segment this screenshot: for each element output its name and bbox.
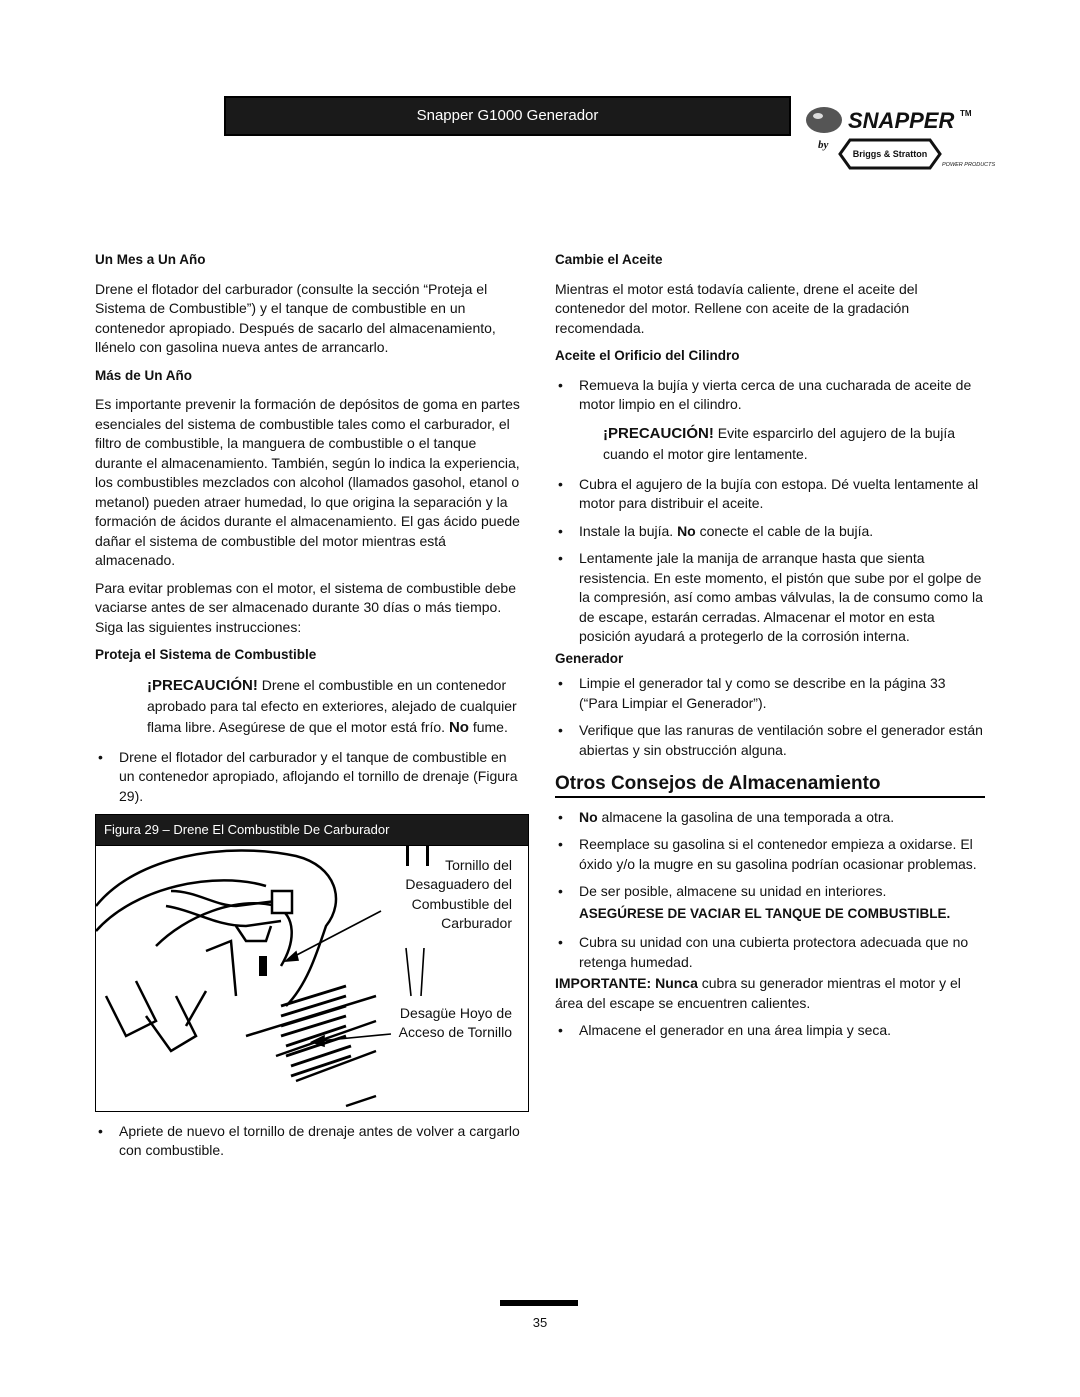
paragraph-mas-1: Es importante prevenir la formación de depósitos de goma en partes esenciales del sistema de combustible tales como el carburador, el filtro de combustible, la manguera de combustible o el tanque durante el almacenamiento. También, según lo indica la experiencia, los combustibles mezclados con alcohol (llamados gasohol, etanol o metanol) pueden atraer humedad, lo que origina la separación y la formación de ácidos durante el almacenamiento. El gas ácido puede dañar el sistema de combustible del motor mientras está almacenado. <box>95 396 520 568</box>
heading-mas-de-un-ano: Más de Un Año <box>95 367 193 383</box>
bullet-almacene-seca: • Almacene el generador en una área limpia y seca. <box>555 1021 985 1041</box>
caution-label: ¡PRECAUCIÓN! <box>147 676 258 694</box>
logo-partner: Briggs & Stratton <box>852 149 928 159</box>
bullet-cubra: • Cubra el agujero de la bujía con estopa. Dé vuelta lentamente al motor para distribuir el aceite. <box>555 475 985 514</box>
heading-generador: Generador <box>555 650 624 666</box>
drain-screw-icon <box>259 956 267 976</box>
caution-label: ¡PRECAUCIÓN! <box>603 424 714 442</box>
caution-text: Evite esparcirlo del agujero de la bujía cuando el motor gire lentamente. <box>603 424 956 462</box>
caution-end: fume. <box>468 718 508 735</box>
turtle-icon <box>806 107 842 133</box>
bullet-verifique: • Verifique que las ranuras de ventilación sobre el generador están abiertas y sin obstrucción alguna. <box>555 721 985 760</box>
bullet-de-ser-posible: • De ser posible, almacene su unidad en interiores. <box>555 882 985 902</box>
bullet-lentamente: • Lentamente jale la manija de arranque hasta que sienta resistencia. En este momento, el pistón que sube por el golpe de la compresión, así como ambas válvulas, la de consumo como la de escape, estarán cerradas. Almacenar el motor en esta posición ayudará a protegerlo de la corrosión interna. <box>555 549 985 647</box>
left-column <box>95 250 525 1169</box>
important-nunca: Nunca <box>651 975 698 991</box>
no-almacene-text: almacene la gasolina de una temporada a otra. <box>597 808 895 825</box>
caution-text: Drene el combustible en un contenedor aprobado para tal efecto en exteriores, alejado de cualquier flama libre. Asegúrese de que el motor está frío. <box>147 676 517 735</box>
bullet-drene: • Drene el flotador del carburador y el tanque de combustible en un contenedor apropiado, aflojando el tornillo de drenaje (Figura 29). <box>95 748 525 807</box>
instale-rest: conecte el cable de la bujía. <box>695 522 874 539</box>
caution-block-fuel <box>147 675 525 738</box>
logo-by: by <box>818 139 829 151</box>
right-column <box>555 250 985 1049</box>
instale-no: No <box>677 522 696 539</box>
figure-illustration <box>96 846 528 1111</box>
snapper-logo <box>800 96 996 186</box>
label-tornillo-desaguadero: Tornillo del Desaguadero del Combustible del Carburador <box>405 856 512 931</box>
manual-title: Snapper G1000 Generador <box>416 107 599 124</box>
logo-tm: TM <box>960 109 972 118</box>
bullet-no-almacene <box>555 808 985 828</box>
important-label: IMPORTANTE: <box>555 975 652 991</box>
logo-partner-sub: POWER PRODUCTS <box>942 162 996 168</box>
page-number: 35 <box>532 1315 548 1330</box>
paragraph-un-mes: Drene el flotador del carburador (consulte la sección “Proteja el Sistema de Combustible”) y el tanque de combustible en un contenedor apropiado. Después de sacarlo del almacenamiento, llénelo con gasolina nueva antes de arrancarlo. <box>95 280 496 355</box>
caution-no: No <box>448 718 469 736</box>
warning-vaciar-tanque: ASEGÚRESE DE VACIAR EL TANQUE DE COMBUSTIBLE. <box>579 905 951 921</box>
bullet-remueva: • Remueva la bujía y vierta cerca de una cucharada de aceite de motor limpio en el cilindro. <box>555 376 985 415</box>
page-tab-marker <box>500 1300 578 1306</box>
figure-caption: Figura 29 – Drene El Combustible De Carburador <box>96 815 528 846</box>
figure-29 <box>95 814 529 1112</box>
label-desague-hoyo: Desagüe Hoyo de Acceso de Tornillo <box>398 1004 512 1040</box>
heading-un-mes: Un Mes a Un Año <box>95 252 206 267</box>
caution-block-oil <box>603 423 985 465</box>
no-almacene-bold: No <box>579 808 598 825</box>
instale-text: Instale la bujía. <box>579 522 678 539</box>
paragraph-mas-2: Para evitar problemas con el motor, el sistema de combustible debe vaciarse antes de ser almacenado durante 30 días o más tiempo. Siga las siguientes instrucciones: <box>95 579 516 635</box>
heading-cambie-aceite: Cambie el Aceite <box>555 252 663 267</box>
important-text: cubra su generador mientras el motor y el área del escape se encuentren calientes. <box>555 975 961 1011</box>
bullet-instale <box>555 522 985 542</box>
heading-aceite-cilindro: Aceite el Orificio del Cilindro <box>555 348 740 363</box>
bullet-cubra-unidad: • Cubra su unidad con una cubierta protectora adecuada que no retenga humedad. <box>555 933 985 972</box>
heading-otros-consejos: Otros Consejos de Almacenamiento <box>555 774 985 798</box>
logo-brand: SNAPPER <box>848 108 955 133</box>
heading-proteja: Proteja el Sistema de Combustible <box>95 647 317 662</box>
bullet-reemplace: • Reemplace su gasolina si el contenedor empieza a oxidarse. El óxido y/o la mugre en su gasolina podrían ocasionar problemas. <box>555 835 985 874</box>
paragraph-cambie: Mientras el motor está todavía caliente, drene el aceite del contenedor del motor. Rellene con aceite de la gradación recomendada. <box>555 280 918 336</box>
manual-title-bar <box>224 96 791 136</box>
bullet-limpie: • Limpie el generador tal y como se describe en la página 33 (“Para Limpiar el Generador”). <box>555 674 985 713</box>
bullet-apriete: • Apriete de nuevo el tornillo de drenaje antes de volver a cargarlo con combustible. <box>95 1122 525 1161</box>
important-note <box>555 974 985 1013</box>
